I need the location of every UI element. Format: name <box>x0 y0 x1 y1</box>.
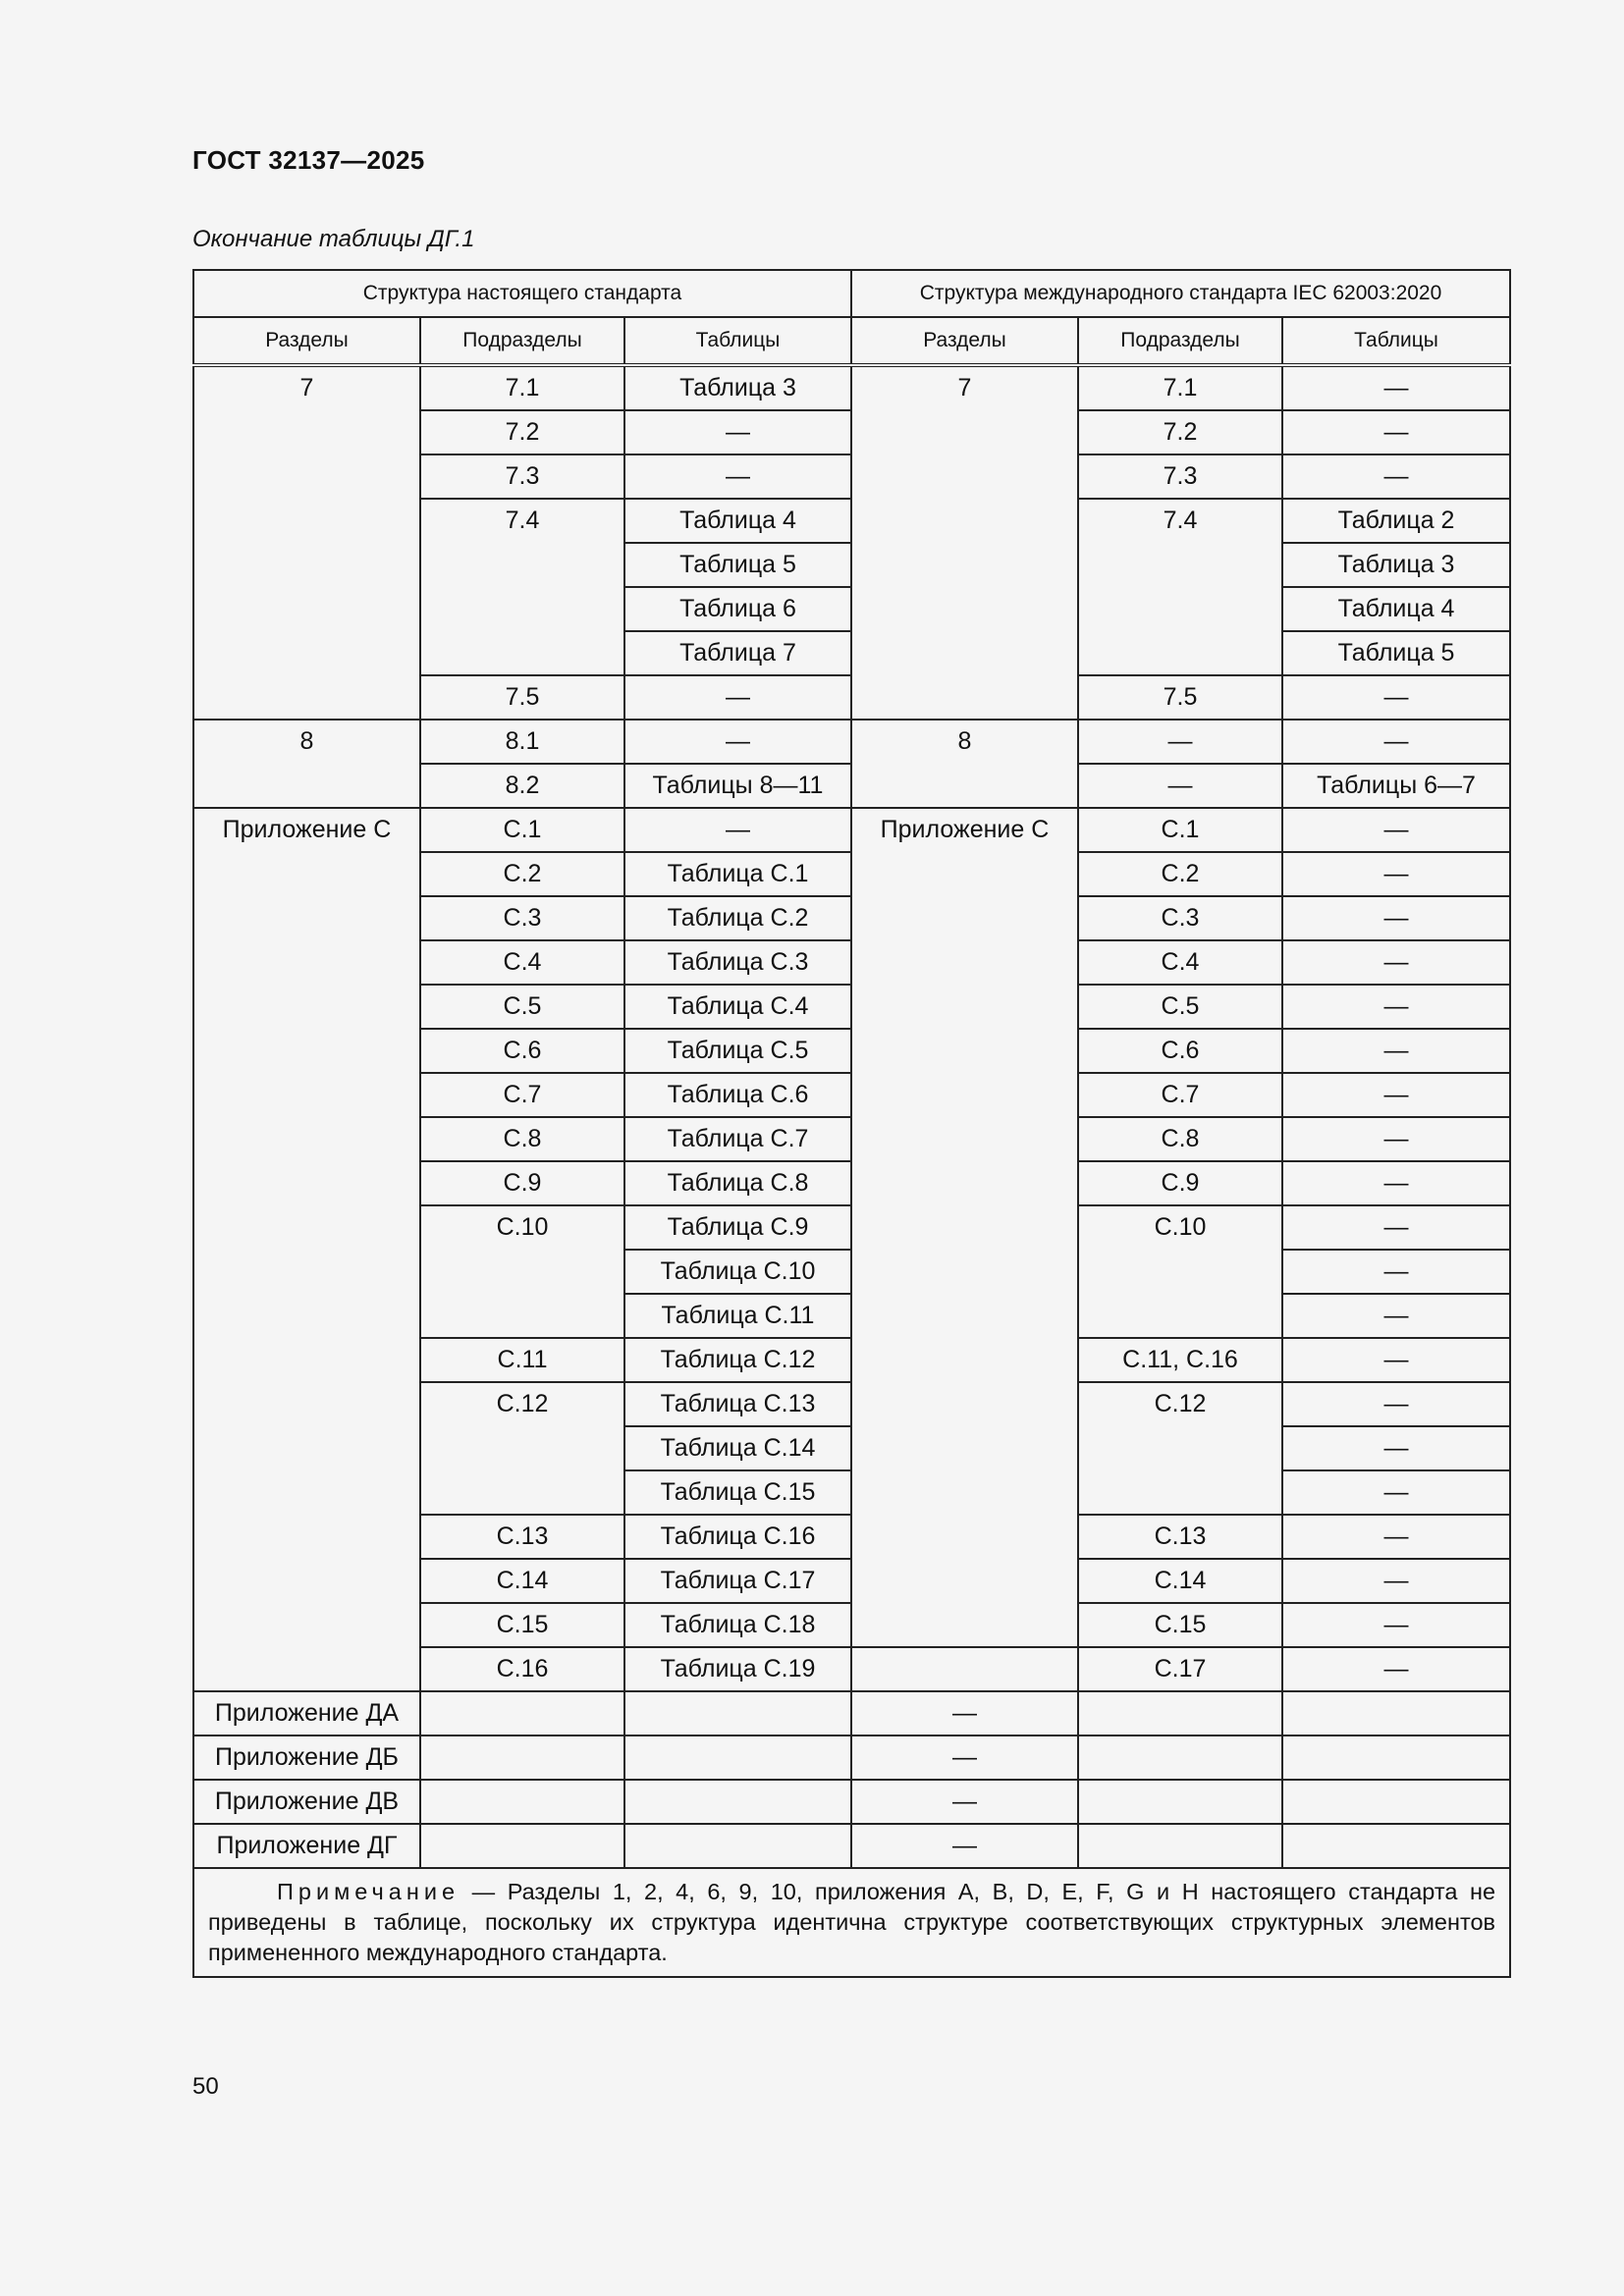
tables-cell: — <box>1282 454 1510 499</box>
tables-cell: Таблица С.10 <box>624 1250 851 1294</box>
note-prefix: Примечание <box>277 1879 460 1904</box>
subsection-cell: С.17 <box>1078 1647 1282 1691</box>
subsection-cell: С.1 <box>1078 808 1282 852</box>
tables-cell: Таблицы 8—11 <box>624 764 851 808</box>
tables-cell: — <box>624 808 851 852</box>
tables-cell: — <box>1282 985 1510 1029</box>
tables-cell: — <box>1282 852 1510 896</box>
tables-cell: Таблица 5 <box>1282 631 1510 675</box>
correspondence-table-container <box>192 269 1509 1978</box>
section-cell: 8 <box>193 720 420 808</box>
tables-cell: — <box>1282 365 1510 410</box>
section-cell: Приложение С <box>851 808 1078 1647</box>
tables-cell: — <box>1282 675 1510 720</box>
tables-cell: Таблица С.1 <box>624 852 851 896</box>
subsection-cell: С.12 <box>1078 1382 1282 1515</box>
table-note-row <box>193 1868 1510 1977</box>
column-header: Разделы <box>193 317 420 365</box>
subsection-cell: 7.1 <box>420 365 624 410</box>
section-cell-empty <box>851 1647 1078 1691</box>
tables-cell: Таблица С.15 <box>624 1470 851 1515</box>
subsection-cell: С.5 <box>1078 985 1282 1029</box>
tables-cell: Таблица 7 <box>624 631 851 675</box>
tables-cell: — <box>1282 1205 1510 1250</box>
table-note <box>193 1868 1510 1977</box>
tables-cell: Таблица С.4 <box>624 985 851 1029</box>
empty-cell <box>624 1824 851 1868</box>
section-cell: 7 <box>851 365 1078 720</box>
empty-cell <box>1078 1691 1282 1735</box>
section-cell: 7 <box>193 365 420 720</box>
empty-cell <box>1078 1780 1282 1824</box>
empty-cell <box>420 1780 624 1824</box>
subsection-cell: С.10 <box>1078 1205 1282 1338</box>
document-header: ГОСТ 32137—2025 <box>192 145 425 175</box>
empty-cell <box>1078 1735 1282 1780</box>
tables-cell: Таблица С.17 <box>624 1559 851 1603</box>
empty-cell <box>420 1735 624 1780</box>
section-cell: — <box>851 1824 1078 1868</box>
empty-cell <box>1282 1824 1510 1868</box>
tables-cell: Таблица 4 <box>1282 587 1510 631</box>
subsection-cell: С.3 <box>420 896 624 940</box>
section-cell: Приложение ДБ <box>193 1735 420 1780</box>
tables-cell: — <box>1282 1603 1510 1647</box>
subsection-cell: С.11 <box>420 1338 624 1382</box>
empty-cell <box>624 1780 851 1824</box>
tables-cell: — <box>1282 896 1510 940</box>
tables-cell: Таблицы 6—7 <box>1282 764 1510 808</box>
subsection-cell: С.11, С.16 <box>1078 1338 1282 1382</box>
tables-cell: — <box>1282 940 1510 985</box>
tables-cell: — <box>624 720 851 764</box>
tables-cell: Таблица С.14 <box>624 1426 851 1470</box>
section-cell: 8 <box>851 720 1078 808</box>
subsection-cell: С.15 <box>1078 1603 1282 1647</box>
tables-cell: Таблица С.11 <box>624 1294 851 1338</box>
subsection-cell: С.6 <box>420 1029 624 1073</box>
tables-cell: — <box>624 675 851 720</box>
empty-cell <box>420 1824 624 1868</box>
tables-cell: Таблица 3 <box>1282 543 1510 587</box>
subsection-cell: С.4 <box>1078 940 1282 985</box>
column-header: Таблицы <box>624 317 851 365</box>
empty-cell <box>1078 1824 1282 1868</box>
section-cell: Приложение С <box>193 808 420 1691</box>
correspondence-table <box>192 269 1511 1978</box>
tables-cell: — <box>1282 1515 1510 1559</box>
empty-cell <box>1282 1780 1510 1824</box>
tables-cell: — <box>1282 1426 1510 1470</box>
tables-cell: Таблица С.12 <box>624 1338 851 1382</box>
subsection-cell: С.3 <box>1078 896 1282 940</box>
section-cell: — <box>851 1780 1078 1824</box>
group-header-national: Структура настоящего стандарта <box>193 270 851 317</box>
subsection-cell: — <box>1078 764 1282 808</box>
subsection-cell: С.7 <box>420 1073 624 1117</box>
empty-cell <box>420 1691 624 1735</box>
tables-cell: — <box>1282 1382 1510 1426</box>
table-row <box>193 1691 1510 1735</box>
subsection-cell: С.10 <box>420 1205 624 1338</box>
subsection-cell: С.13 <box>1078 1515 1282 1559</box>
note-text: — Разделы 1, 2, 4, 6, 9, 10, приложения А, В, D, Е, F, G и Н настоящего стандарта не приведены в таблице, поскольку их структура идентична структуре соответствующих структурных элементов примененного международного стандарта. <box>208 1879 1496 1965</box>
subsection-cell: С.8 <box>1078 1117 1282 1161</box>
empty-cell <box>624 1735 851 1780</box>
tables-cell: — <box>1282 1117 1510 1161</box>
subsection-cell: С.8 <box>420 1117 624 1161</box>
table-row <box>193 365 1510 410</box>
subsection-cell: С.12 <box>420 1382 624 1515</box>
section-cell: — <box>851 1735 1078 1780</box>
subsection-cell: С.9 <box>420 1161 624 1205</box>
tables-cell: — <box>1282 1029 1510 1073</box>
group-header-international: Структура международного стандарта IEC 62003:2020 <box>851 270 1510 317</box>
subsection-cell: 7.5 <box>420 675 624 720</box>
subsection-cell: С.2 <box>420 852 624 896</box>
tables-cell: — <box>1282 1338 1510 1382</box>
subsection-cell: 7.4 <box>1078 499 1282 675</box>
column-header: Подразделы <box>1078 317 1282 365</box>
section-cell: — <box>851 1691 1078 1735</box>
tables-cell: Таблица С.8 <box>624 1161 851 1205</box>
tables-cell: — <box>1282 1161 1510 1205</box>
tables-cell: Таблица 3 <box>624 365 851 410</box>
subsection-cell: 7.5 <box>1078 675 1282 720</box>
subsection-cell: 7.3 <box>420 454 624 499</box>
tables-cell: — <box>1282 1250 1510 1294</box>
subsection-cell: 7.2 <box>1078 410 1282 454</box>
subsection-cell: 7.4 <box>420 499 624 675</box>
tables-cell: Таблица С.13 <box>624 1382 851 1426</box>
empty-cell <box>1282 1691 1510 1735</box>
table-row <box>193 1824 1510 1868</box>
table-row <box>193 1735 1510 1780</box>
page-number: 50 <box>192 2073 219 2100</box>
subsection-cell: С.16 <box>420 1647 624 1691</box>
column-header: Таблицы <box>1282 317 1510 365</box>
subsection-cell: С.1 <box>420 808 624 852</box>
tables-cell: Таблица С.6 <box>624 1073 851 1117</box>
tables-cell: Таблица 6 <box>624 587 851 631</box>
tables-cell: Таблица С.2 <box>624 896 851 940</box>
tables-cell: — <box>1282 1559 1510 1603</box>
subsection-cell: С.6 <box>1078 1029 1282 1073</box>
tables-cell: Таблица С.19 <box>624 1647 851 1691</box>
tables-cell: — <box>624 410 851 454</box>
subsection-cell: С.15 <box>420 1603 624 1647</box>
tables-cell: — <box>1282 1073 1510 1117</box>
tables-cell: — <box>1282 1470 1510 1515</box>
subsection-cell: С.2 <box>1078 852 1282 896</box>
tables-cell: — <box>1282 808 1510 852</box>
subsection-cell: 7.2 <box>420 410 624 454</box>
table-caption: Окончание таблицы ДГ.1 <box>192 226 475 252</box>
tables-cell: Таблица 5 <box>624 543 851 587</box>
subsection-cell: 7.1 <box>1078 365 1282 410</box>
tables-cell: Таблица С.5 <box>624 1029 851 1073</box>
section-cell: Приложение ДГ <box>193 1824 420 1868</box>
subsection-cell: С.14 <box>420 1559 624 1603</box>
subsection-cell: — <box>1078 720 1282 764</box>
table-row <box>193 808 1510 852</box>
subsection-cell: 8.2 <box>420 764 624 808</box>
tables-cell: Таблица 4 <box>624 499 851 543</box>
tables-cell: Таблица С.3 <box>624 940 851 985</box>
subsection-cell: С.13 <box>420 1515 624 1559</box>
tables-cell: Таблица 2 <box>1282 499 1510 543</box>
tables-cell: Таблица С.16 <box>624 1515 851 1559</box>
subsection-cell: С.7 <box>1078 1073 1282 1117</box>
tables-cell: — <box>1282 1294 1510 1338</box>
tables-cell: — <box>1282 410 1510 454</box>
tables-cell: — <box>1282 720 1510 764</box>
subsection-cell: 7.3 <box>1078 454 1282 499</box>
subsection-cell: С.5 <box>420 985 624 1029</box>
table-row <box>193 1780 1510 1824</box>
subsection-cell: С.14 <box>1078 1559 1282 1603</box>
empty-cell <box>624 1691 851 1735</box>
section-cell: Приложение ДА <box>193 1691 420 1735</box>
empty-cell <box>1282 1735 1510 1780</box>
tables-cell: — <box>624 454 851 499</box>
subsection-cell: С.9 <box>1078 1161 1282 1205</box>
subsection-cell: С.4 <box>420 940 624 985</box>
table-row <box>193 720 1510 764</box>
tables-cell: Таблица С.7 <box>624 1117 851 1161</box>
tables-cell: Таблица С.18 <box>624 1603 851 1647</box>
section-cell: Приложение ДВ <box>193 1780 420 1824</box>
column-header: Подразделы <box>420 317 624 365</box>
tables-cell: Таблица С.9 <box>624 1205 851 1250</box>
subsection-cell: 8.1 <box>420 720 624 764</box>
tables-cell: — <box>1282 1647 1510 1691</box>
column-header: Разделы <box>851 317 1078 365</box>
